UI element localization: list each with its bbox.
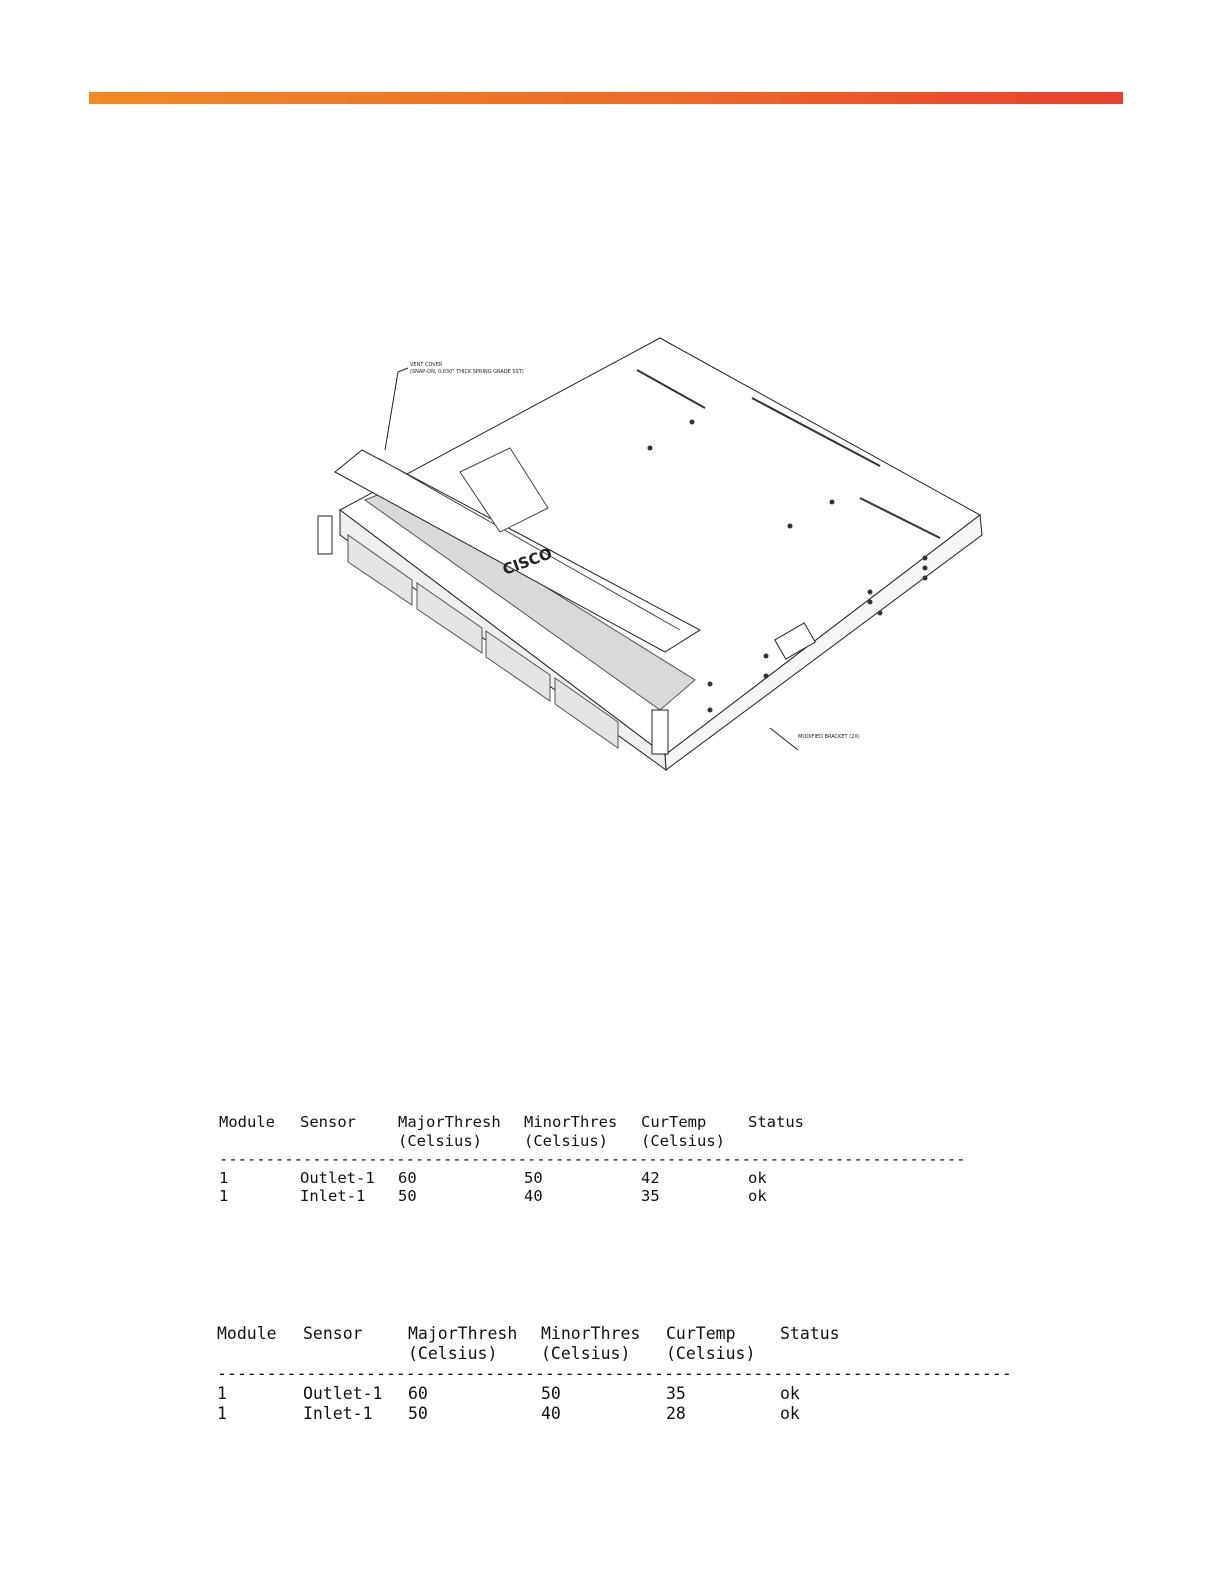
cell-module: 1 (219, 1187, 229, 1205)
temperature-console-output-1 (219, 1113, 966, 1206)
unit-status (780, 1344, 842, 1364)
cell-sensor: Inlet-1 (300, 1187, 366, 1205)
cell-minor-thres: 50 (524, 1168, 543, 1187)
vent-cover-callout-line2: (SNAP-ON, 0.030" THICK SPRING GRADE SST) (410, 369, 524, 375)
cell-minor-thres: 50 (541, 1384, 561, 1403)
unit-cur-temp: (Celsius) (641, 1131, 725, 1150)
cell-cur-temp: 35 (666, 1384, 686, 1403)
table-row (219, 1169, 808, 1188)
header-minor-thres: MinorThres (541, 1324, 641, 1343)
cell-major-thresh: 50 (398, 1187, 417, 1205)
unit-sensor (303, 1344, 408, 1364)
console-units-row (217, 1344, 842, 1364)
unit-module (217, 1344, 303, 1364)
header-cur-temp: CurTemp (641, 1113, 707, 1131)
cell-module: 1 (219, 1168, 229, 1187)
console-header-row (219, 1113, 808, 1132)
header-major-thresh: MajorThresh (398, 1113, 501, 1131)
unit-major-thresh: (Celsius) (398, 1131, 482, 1150)
header-module: Module (217, 1324, 277, 1343)
unit-sensor (300, 1132, 398, 1151)
unit-minor-thres: (Celsius) (524, 1131, 608, 1150)
cell-sensor: Inlet-1 (303, 1404, 373, 1423)
table-row (217, 1404, 842, 1424)
cell-status: ok (780, 1404, 800, 1423)
header-module: Module (219, 1113, 275, 1131)
temperature-console-output-2 (217, 1324, 1012, 1424)
switch-chassis-figure (300, 330, 1000, 770)
console-header-row (217, 1324, 842, 1344)
cell-cur-temp: 42 (641, 1168, 660, 1187)
cell-minor-thres: 40 (541, 1404, 561, 1423)
header-minor-thres: MinorThres (524, 1113, 618, 1131)
bracket-leader (770, 728, 798, 750)
bracket-callout: MODIFIED BRACKET (2X) (798, 734, 860, 740)
cell-minor-thres: 40 (524, 1187, 543, 1205)
console-units-row (219, 1132, 808, 1151)
vent-cover-callout-line1: VENT COVER (410, 362, 443, 368)
header-accent-bar (89, 92, 1123, 104)
vent-cover-leader (385, 368, 408, 450)
cell-major-thresh: 60 (398, 1168, 417, 1187)
table-row (217, 1384, 842, 1404)
header-status: Status (780, 1324, 840, 1343)
cell-status: ok (748, 1187, 767, 1205)
cisco-logo: CISCO (500, 544, 555, 579)
unit-module (219, 1132, 300, 1151)
console-separator: -------------------------------------------------------------------------------- (219, 1150, 966, 1168)
cell-sensor: Outlet-1 (300, 1168, 375, 1187)
header-sensor: Sensor (303, 1324, 363, 1343)
header-cur-temp: CurTemp (666, 1324, 736, 1343)
cell-status: ok (780, 1384, 800, 1403)
cell-cur-temp: 28 (666, 1404, 686, 1423)
unit-cur-temp: (Celsius) (666, 1344, 756, 1363)
unit-minor-thres: (Celsius) (541, 1344, 631, 1363)
right-ear (652, 710, 668, 754)
unit-status (748, 1132, 808, 1151)
header-major-thresh: MajorThresh (408, 1324, 518, 1343)
cell-module: 1 (217, 1384, 227, 1403)
cell-cur-temp: 35 (641, 1187, 660, 1205)
cell-major-thresh: 60 (408, 1384, 428, 1403)
cell-module: 1 (217, 1404, 227, 1423)
console-separator: -------------------------------------------------------------------------------- (217, 1364, 1012, 1383)
cell-major-thresh: 50 (408, 1404, 428, 1423)
table-row (219, 1187, 808, 1206)
switch-chassis-drawing (300, 330, 1000, 770)
cell-status: ok (748, 1168, 767, 1187)
cell-sensor: Outlet-1 (303, 1384, 383, 1403)
left-ear (318, 516, 332, 554)
header-status: Status (748, 1113, 804, 1131)
header-sensor: Sensor (300, 1113, 356, 1131)
unit-major-thresh: (Celsius) (408, 1344, 498, 1363)
